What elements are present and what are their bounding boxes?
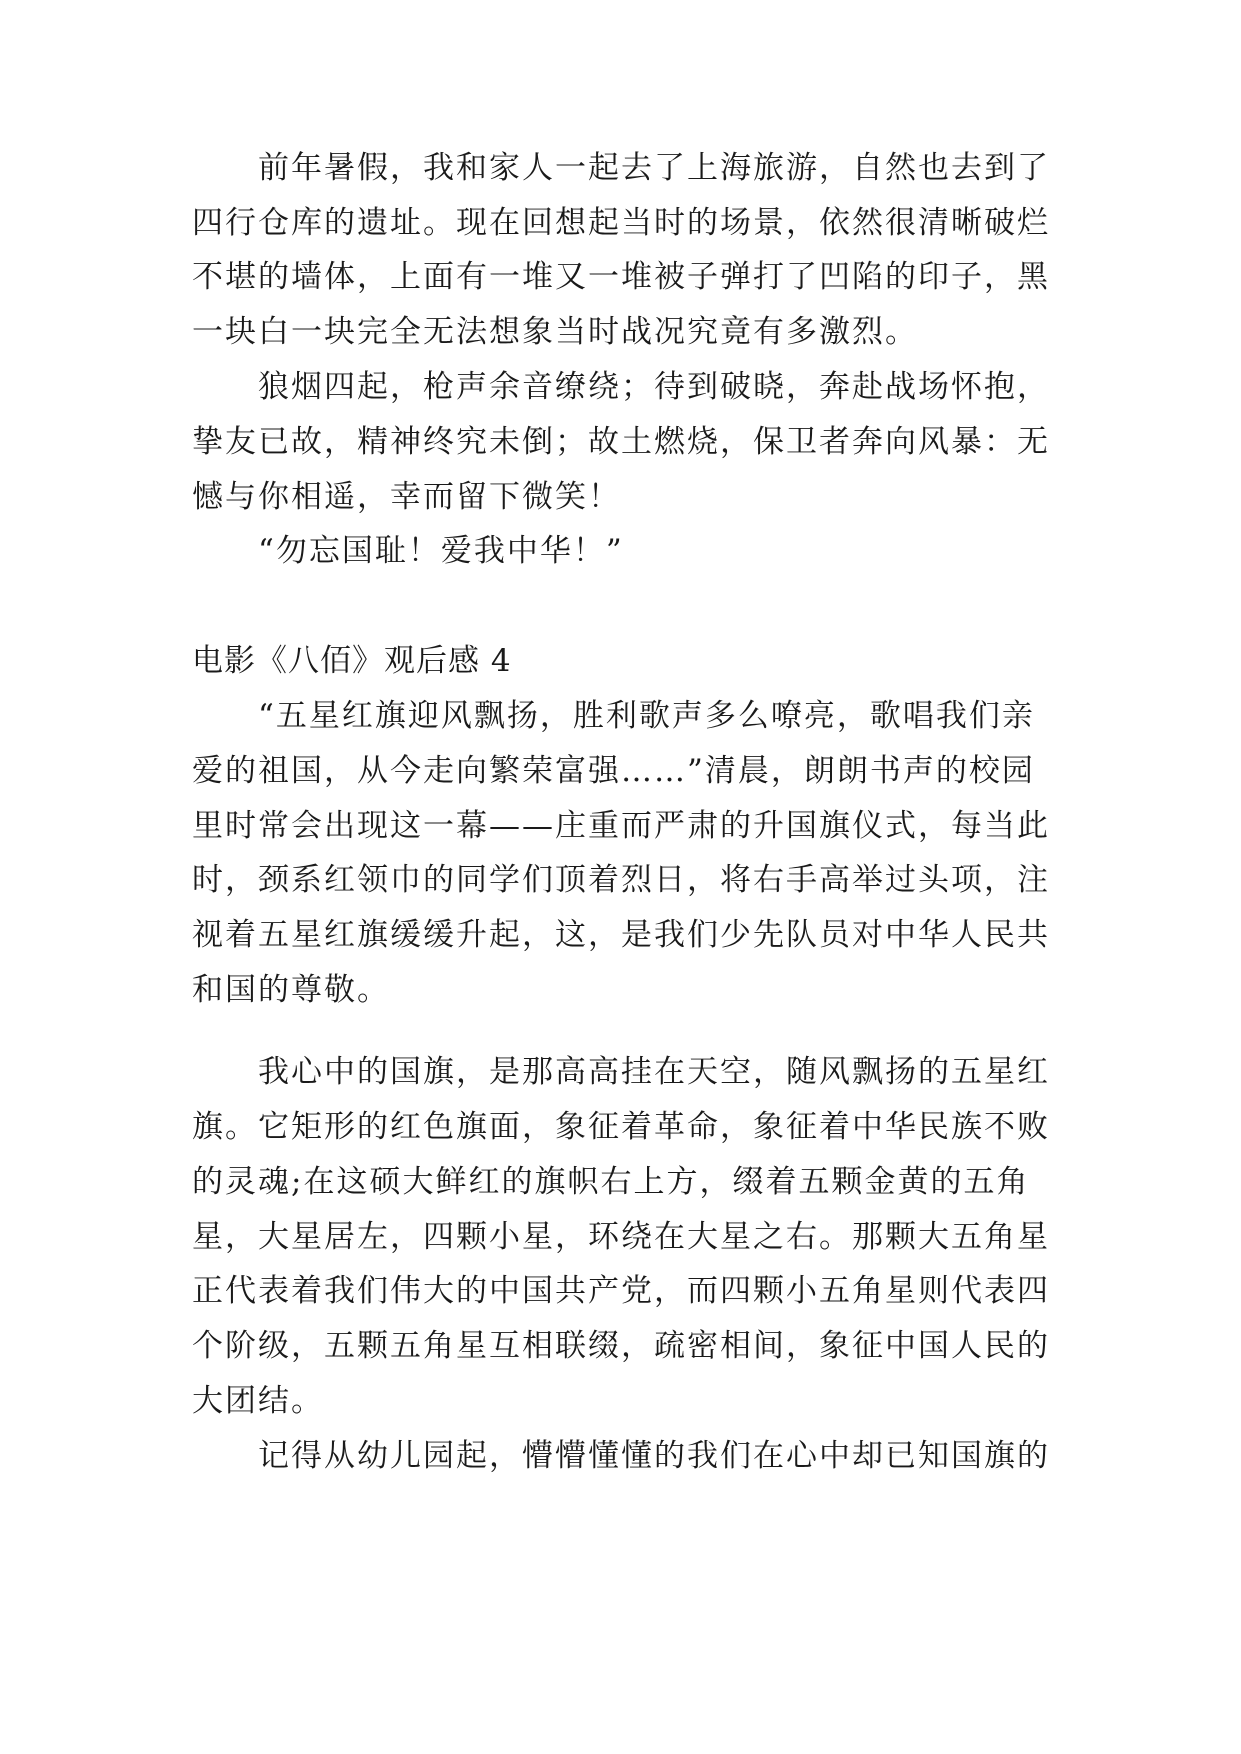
paragraph-line: 前年暑假，我和家人一起去了上海旅游，自然也去到了: [192, 150, 1050, 186]
paragraph-line: 和国的尊敬。: [192, 972, 390, 1008]
paragraph-line: “五星红旗迎风飘扬，胜利歌声多么嘹亮，歌唱我们亲: [192, 698, 1035, 734]
paragraph-line: 四行仓库的遗址。现在回想起当时的场景，依然很清晰破烂: [192, 205, 1050, 241]
paragraph-line: 不堪的墙体，上面有一堆又一堆被子弹打了凹陷的印子，黑: [192, 259, 1050, 295]
paragraph-line: 爱的祖国，从今走向繁荣富强……”清晨，朗朗书声的校园: [192, 753, 1035, 789]
paragraph-line: 时，颈系红领巾的同学们顶着烈日，将右手高举过头项，注: [192, 862, 1050, 898]
paragraph-line: 正代表着我们伟大的中国共产党，而四颗小五角星则代表四: [192, 1273, 1050, 1309]
paragraph-line: 我心中的国旗，是那高高挂在天空，随风飘扬的五星红: [192, 1054, 1050, 1090]
paragraph-line: 大团结。: [192, 1383, 324, 1419]
paragraph-line: 的灵魂;在这硕大鲜红的旗帜右上方，缀着五颗金黄的五角: [192, 1164, 1030, 1200]
paragraph-line: 记得从幼儿园起，懵懵懂懂的我们在心中却已知国旗的: [192, 1438, 1050, 1474]
paragraph-line: 视着五星红旗缓缓升起，这，是我们少先队员对中华人民共: [192, 917, 1050, 953]
section-title: 电影《八佰》观后感 4: [192, 643, 512, 679]
paragraph-line: 里时常会出现这一幕——庄重而严肃的升国旗仪式，每当此: [192, 808, 1050, 844]
paragraph-line: 星，大星居左，四颗小星，环绕在大星之右。那颗大五角星: [192, 1219, 1050, 1255]
slogan-line: “勿忘国耻！爱我中华！”: [192, 533, 624, 569]
paragraph-line: 旗。它矩形的红色旗面，象征着革命，象征着中华民族不败: [192, 1109, 1050, 1145]
paragraph-line: 憾与你相遥，幸而留下微笑！: [192, 479, 621, 515]
paragraph-line: 挚友已故，精神终究未倒；故土燃烧，保卫者奔向风暴：无: [192, 424, 1050, 460]
paragraph-line: 狼烟四起，枪声余音缭绕；待到破晓，奔赴战场怀抱，: [192, 369, 1050, 405]
paragraph-line: 一块白一块完全无法想象当时战况究竟有多激烈。: [192, 314, 918, 350]
paragraph-line: 个阶级，五颗五角星互相联缀，疏密相间，象征中国人民的: [192, 1328, 1050, 1364]
